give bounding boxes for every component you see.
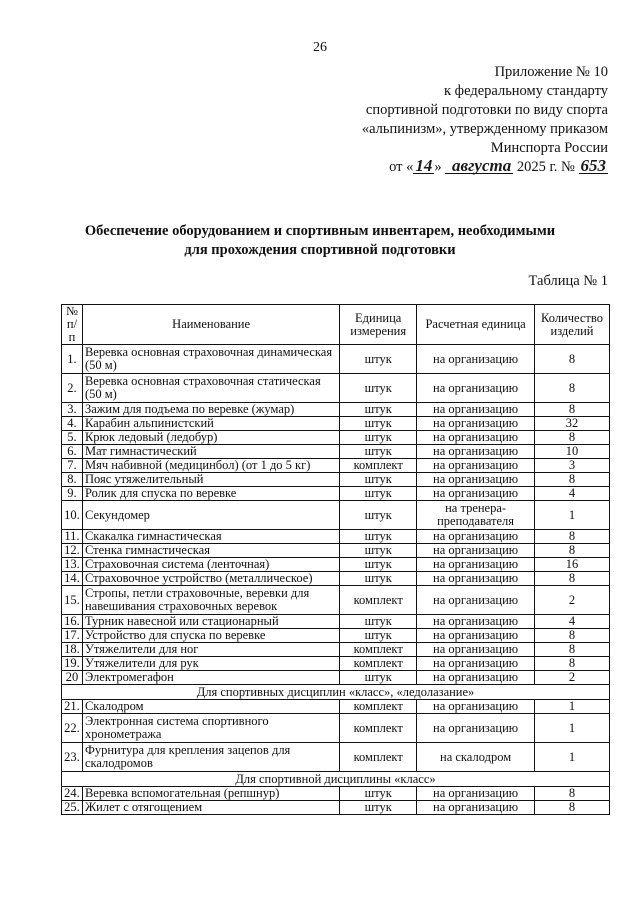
table-row bbox=[62, 544, 610, 558]
table-row bbox=[62, 743, 610, 772]
cell-qty: 1 bbox=[535, 501, 610, 530]
document-title bbox=[40, 222, 600, 260]
cell-name: Секундомер bbox=[82, 501, 339, 530]
cell-name: Турник навесной или стационарный bbox=[82, 615, 339, 629]
table-row bbox=[62, 629, 610, 643]
table-row bbox=[62, 801, 610, 815]
cell-calc: на организацию bbox=[417, 374, 535, 403]
order-date-line bbox=[308, 158, 608, 177]
cell-calc: на организацию bbox=[417, 487, 535, 501]
header-unit: Единица измерения bbox=[340, 305, 417, 345]
cell-qty: 8 bbox=[535, 374, 610, 403]
cell-unit: штук bbox=[340, 629, 417, 643]
cell-calc: на организацию bbox=[417, 445, 535, 459]
cell-qty: 4 bbox=[535, 615, 610, 629]
cell-name: Страховочная система (ленточная) bbox=[82, 558, 339, 572]
table-row bbox=[62, 586, 610, 615]
cell-unit: штук bbox=[340, 374, 417, 403]
table-row bbox=[62, 714, 610, 743]
cell-qty: 8 bbox=[535, 657, 610, 671]
section-heading: Для спортивных дисциплин «класс», «ледолазание» bbox=[62, 685, 610, 700]
table-row bbox=[62, 374, 610, 403]
cell-name: Электронная система спортивного хронометража bbox=[82, 714, 339, 743]
cell-calc: на организацию bbox=[417, 657, 535, 671]
cell-num: 16. bbox=[62, 615, 83, 629]
cell-num: 18. bbox=[62, 643, 83, 657]
cell-calc: на организацию bbox=[417, 586, 535, 615]
cell-name: Стропы, петли страховочные, веревки для навешивания страховочных веревок bbox=[82, 586, 339, 615]
cell-name: Веревка вспомогательная (репшнур) bbox=[82, 787, 339, 801]
table-row bbox=[62, 487, 610, 501]
cell-name: Пояс утяжелительный bbox=[82, 473, 339, 487]
cell-calc: на организацию bbox=[417, 544, 535, 558]
cell-qty: 2 bbox=[535, 586, 610, 615]
cell-unit: комплект bbox=[340, 459, 417, 473]
cell-unit: штук bbox=[340, 445, 417, 459]
cell-num: 2. bbox=[62, 374, 83, 403]
cell-unit: комплект bbox=[340, 657, 417, 671]
cell-calc: на организацию bbox=[417, 558, 535, 572]
cell-name: Утяжелители для рук bbox=[82, 657, 339, 671]
handwritten-day: 14 bbox=[415, 156, 433, 175]
cell-qty: 8 bbox=[535, 643, 610, 657]
cell-calc: на организацию bbox=[417, 801, 535, 815]
cell-calc: на организацию bbox=[417, 431, 535, 445]
cell-num: 19. bbox=[62, 657, 83, 671]
header-name: Наименование bbox=[82, 305, 339, 345]
cell-calc: на тренера-преподавателя bbox=[417, 501, 535, 530]
cell-unit: комплект bbox=[340, 743, 417, 772]
table-row bbox=[62, 345, 610, 374]
cell-calc: на организацию bbox=[417, 417, 535, 431]
cell-unit: штук bbox=[340, 544, 417, 558]
cell-num: 1. bbox=[62, 345, 83, 374]
cell-num: 8. bbox=[62, 473, 83, 487]
table-header-row bbox=[62, 305, 610, 345]
cell-calc: на организацию bbox=[417, 671, 535, 685]
cell-qty: 8 bbox=[535, 801, 610, 815]
table-row bbox=[62, 473, 610, 487]
year-text: 2025 г. № bbox=[516, 159, 575, 175]
cell-num: 6. bbox=[62, 445, 83, 459]
cell-qty: 16 bbox=[535, 558, 610, 572]
cell-unit: комплект bbox=[340, 586, 417, 615]
table-row bbox=[62, 445, 610, 459]
cell-num: 24. bbox=[62, 787, 83, 801]
appendix-line: Приложение № 10 bbox=[494, 64, 608, 80]
cell-name: Зажим для подъема по веревке (жумар) bbox=[82, 403, 339, 417]
cell-calc: на организацию bbox=[417, 403, 535, 417]
cell-name: Скалодром bbox=[82, 700, 339, 714]
cell-num: 5. bbox=[62, 431, 83, 445]
cell-unit: комплект bbox=[340, 643, 417, 657]
cell-num: 10. bbox=[62, 501, 83, 530]
table-row bbox=[62, 700, 610, 714]
cell-qty: 4 bbox=[535, 487, 610, 501]
cell-name: Утяжелители для ног bbox=[82, 643, 339, 657]
cell-qty: 8 bbox=[535, 431, 610, 445]
cell-unit: штук bbox=[340, 403, 417, 417]
cell-qty: 8 bbox=[535, 787, 610, 801]
cell-qty: 8 bbox=[535, 629, 610, 643]
cell-calc: на организацию bbox=[417, 629, 535, 643]
table-row bbox=[62, 643, 610, 657]
section-row bbox=[62, 685, 610, 700]
cell-qty: 2 bbox=[535, 671, 610, 685]
cell-calc: на организацию bbox=[417, 787, 535, 801]
cell-calc: на организацию bbox=[417, 473, 535, 487]
cell-qty: 32 bbox=[535, 417, 610, 431]
cell-calc: на организацию bbox=[417, 530, 535, 544]
section-row bbox=[62, 772, 610, 787]
cell-unit: штук bbox=[340, 558, 417, 572]
cell-name: Страховочное устройство (металлическое) bbox=[82, 572, 339, 586]
header-calc: Расчетная единица bbox=[417, 305, 535, 345]
cell-name: Крюк ледовый (ледобур) bbox=[82, 431, 339, 445]
cell-unit: штук bbox=[340, 787, 417, 801]
table-row bbox=[62, 403, 610, 417]
cell-qty: 8 bbox=[535, 473, 610, 487]
cell-unit: штук bbox=[340, 431, 417, 445]
title-line: Обеспечение оборудованием и спортивным инвентарем, необходимыми bbox=[84, 223, 556, 239]
cell-name: Устройство для спуска по веревке bbox=[82, 629, 339, 643]
cell-name: Электромегафон bbox=[82, 671, 339, 685]
cell-num: 13. bbox=[62, 558, 83, 572]
cell-qty: 10 bbox=[535, 445, 610, 459]
cell-num: 4. bbox=[62, 417, 83, 431]
cell-num: 9. bbox=[62, 487, 83, 501]
cell-calc: на организацию bbox=[417, 345, 535, 374]
table-row bbox=[62, 417, 610, 431]
cell-num: 25. bbox=[62, 801, 83, 815]
cell-unit: штук bbox=[340, 487, 417, 501]
table-row bbox=[62, 787, 610, 801]
appendix-line: «альпинизм», утвержденному приказом bbox=[361, 121, 608, 137]
cell-name: Веревка основная страховочная статическая (50 м) bbox=[82, 374, 339, 403]
cell-num: 22. bbox=[62, 714, 83, 743]
cell-num: 20 bbox=[62, 671, 83, 685]
cell-qty: 1 bbox=[535, 700, 610, 714]
cell-num: 23. bbox=[62, 743, 83, 772]
cell-calc: на организацию bbox=[417, 714, 535, 743]
cell-unit: штук bbox=[340, 671, 417, 685]
table-row bbox=[62, 558, 610, 572]
cell-calc: на организацию bbox=[417, 459, 535, 473]
cell-name: Жилет с отягощением bbox=[82, 801, 339, 815]
cell-num: 3. bbox=[62, 403, 83, 417]
cell-num: 21. bbox=[62, 700, 83, 714]
cell-unit: штук bbox=[340, 345, 417, 374]
cell-qty: 8 bbox=[535, 572, 610, 586]
cell-num: 11. bbox=[62, 530, 83, 544]
table-row bbox=[62, 501, 610, 530]
cell-qty: 8 bbox=[535, 530, 610, 544]
cell-unit: штук bbox=[340, 473, 417, 487]
table-row bbox=[62, 459, 610, 473]
cell-name: Мат гимнастический bbox=[82, 445, 339, 459]
cell-unit: штук bbox=[340, 417, 417, 431]
cell-calc: на организацию bbox=[417, 700, 535, 714]
cell-name: Веревка основная страховочная динамическая (50 м) bbox=[82, 345, 339, 374]
cell-calc: на организацию bbox=[417, 615, 535, 629]
table-row bbox=[62, 615, 610, 629]
cell-name: Мяч набивной (медицинбол) (от 1 до 5 кг) bbox=[82, 459, 339, 473]
equipment-table bbox=[61, 304, 610, 815]
section-heading: Для спортивной дисциплины «класс» bbox=[62, 772, 610, 787]
cell-unit: комплект bbox=[340, 700, 417, 714]
cell-qty: 8 bbox=[535, 345, 610, 374]
page-number: 26 bbox=[313, 40, 327, 55]
cell-num: 17. bbox=[62, 629, 83, 643]
cell-qty: 3 bbox=[535, 459, 610, 473]
cell-num: 7. bbox=[62, 459, 83, 473]
table-row bbox=[62, 657, 610, 671]
title-line: для прохождения спортивной подготовки bbox=[184, 242, 456, 258]
cell-name: Фурнитура для крепления зацепов для скалодромов bbox=[82, 743, 339, 772]
date-sep: » bbox=[434, 159, 442, 175]
cell-name: Ролик для спуска по веревке bbox=[82, 487, 339, 501]
handwritten-month: августа bbox=[445, 158, 513, 174]
table-label: Таблица № 1 bbox=[528, 273, 608, 289]
cell-unit: комплект bbox=[340, 714, 417, 743]
date-prefix: от « bbox=[389, 159, 414, 175]
table-row bbox=[62, 572, 610, 586]
cell-qty: 1 bbox=[535, 743, 610, 772]
cell-unit: штук bbox=[340, 501, 417, 530]
cell-unit: штук bbox=[340, 530, 417, 544]
cell-unit: штук bbox=[340, 615, 417, 629]
cell-qty: 1 bbox=[535, 714, 610, 743]
cell-qty: 8 bbox=[535, 544, 610, 558]
appendix-line: к федеральному стандарту bbox=[444, 83, 608, 99]
cell-qty: 8 bbox=[535, 403, 610, 417]
appendix-line: спортивной подготовки по виду спорта bbox=[365, 102, 608, 118]
cell-calc: на скалодром bbox=[417, 743, 535, 772]
cell-name: Карабин альпинистский bbox=[82, 417, 339, 431]
header-num: № п/п bbox=[62, 305, 83, 345]
cell-unit: штук bbox=[340, 572, 417, 586]
cell-unit: штук bbox=[340, 801, 417, 815]
cell-num: 12. bbox=[62, 544, 83, 558]
cell-name: Стенка гимнастическая bbox=[82, 544, 339, 558]
table-row bbox=[62, 530, 610, 544]
appendix-line: Минспорта России bbox=[490, 140, 608, 156]
header-qty: Количество изделий bbox=[535, 305, 610, 345]
cell-num: 15. bbox=[62, 586, 83, 615]
cell-name: Скакалка гимнастическая bbox=[82, 530, 339, 544]
table-row bbox=[62, 671, 610, 685]
cell-calc: на организацию bbox=[417, 643, 535, 657]
appendix-block bbox=[308, 63, 608, 177]
table-row bbox=[62, 431, 610, 445]
cell-num: 14. bbox=[62, 572, 83, 586]
handwritten-order-number: 653 bbox=[580, 156, 606, 175]
cell-calc: на организацию bbox=[417, 572, 535, 586]
table-body bbox=[62, 345, 610, 815]
